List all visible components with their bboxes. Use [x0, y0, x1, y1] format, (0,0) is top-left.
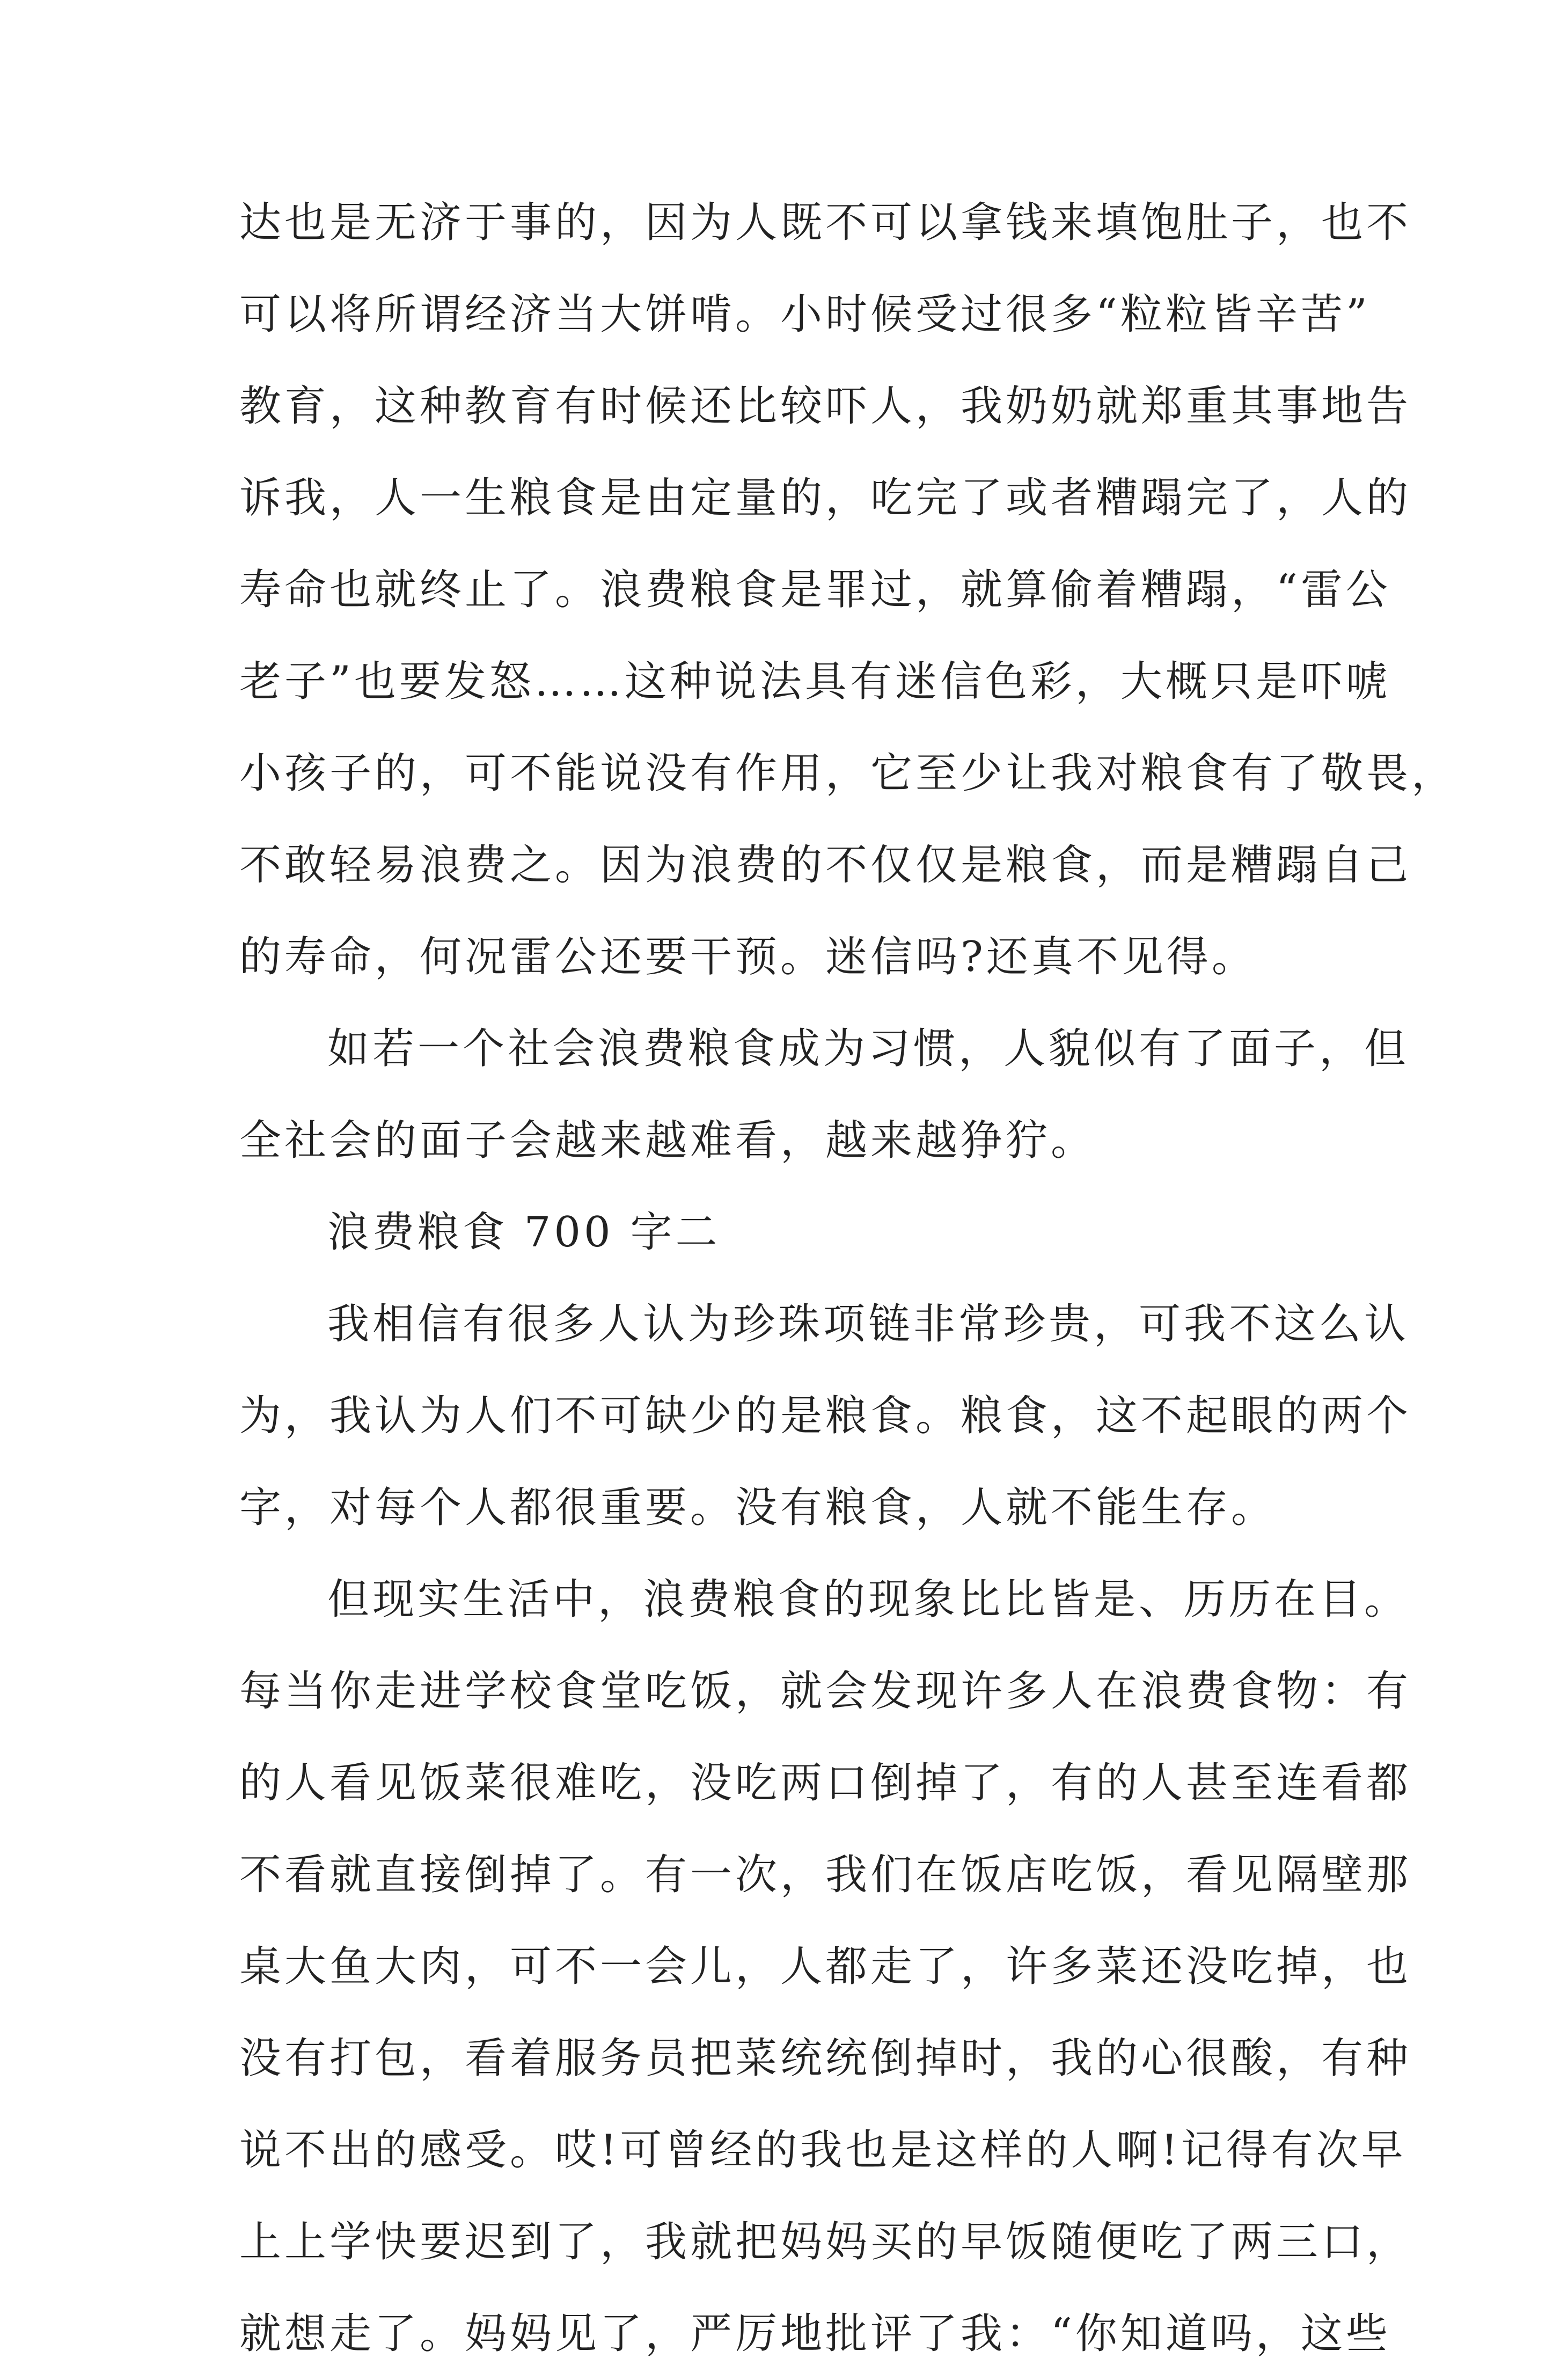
text-line: 我相信有很多人认为珍珠项链非常珍贵，可我不这么认	[327, 1300, 1410, 1348]
text-line: 但现实生活中，浪费粮食的现象比比皆是、历历在目。	[327, 1575, 1410, 1624]
text-line: 不敢轻易浪费之。因为浪费的不仅仅是粮食，而是糟蹋自己	[239, 841, 1412, 889]
body-text	[239, 177, 1457, 2380]
text-line: 的人看见饭菜很难吃，没吃两口倒掉了，有的人甚至连看都	[239, 1759, 1412, 1807]
text-line: 可以将所谓经济当大饼啃。小时候受过很多“粒粒皆辛苦”	[239, 290, 1371, 339]
text-line: 桌大鱼大肉，可不一会儿，人都走了，许多菜还没吃掉，也	[239, 1943, 1412, 1991]
text-line: 寿命也就终止了。浪费粮食是罪过，就算偷着糟蹋，“雷公	[239, 566, 1391, 614]
text-line: 全社会的面子会越来越难看，越来越狰狞。	[239, 1116, 1096, 1165]
text-line: 教育，这种教育有时候还比较吓人，我奶奶就郑重其事地告	[239, 382, 1412, 430]
text-line: 上上学快要迟到了，我就把妈妈买的早饭随便吃了两三口，	[239, 2218, 1412, 2266]
text-line: 为，我认为人们不可缺少的是粮食。粮食，这不起眼的两个	[239, 1392, 1412, 1440]
text-line: 不看就直接倒掉了。有一次，我们在饭店吃饭，看见隔壁那	[239, 1851, 1412, 1899]
text-line: 说不出的感受。哎!可曾经的我也是这样的人啊!记得有次早	[239, 2126, 1407, 2174]
text-line: 老子”也要发怒……这种说法具有迷信色彩，大概只是吓唬	[239, 658, 1391, 706]
text-line: 字，对每个人都很重要。没有粮食，人就不能生存。	[239, 1484, 1277, 1532]
text-line: 诉我，人一生粮食是由定量的，吃完了或者糟蹋完了，人的	[239, 474, 1412, 522]
text-line: 达也是无济于事的，因为人既不可以拿钱来填饱肚子，也不	[239, 199, 1412, 247]
text-line: 没有打包，看着服务员把菜统统倒掉时，我的心很酸，有种	[239, 2034, 1412, 2083]
text-line: 如若一个社会浪费粮食成为习惯，人貌似有了面子，但	[327, 1025, 1410, 1073]
text-line: 的寿命，何况雷公还要干预。迷信吗?还真不见得。	[239, 933, 1257, 981]
text-line: 就想走了。妈妈见了，严厉地批评了我：“你知道吗，这些	[239, 2310, 1391, 2358]
text-line: 小孩子的，可不能说没有作用，它至少让我对粮食有了敬畏，	[239, 749, 1457, 798]
text-line: 浪费粮食 700 字二	[327, 1208, 721, 1257]
text-line: 每当你走进学校食堂吃饭，就会发现许多人在浪费食物：有	[239, 1667, 1412, 1715]
